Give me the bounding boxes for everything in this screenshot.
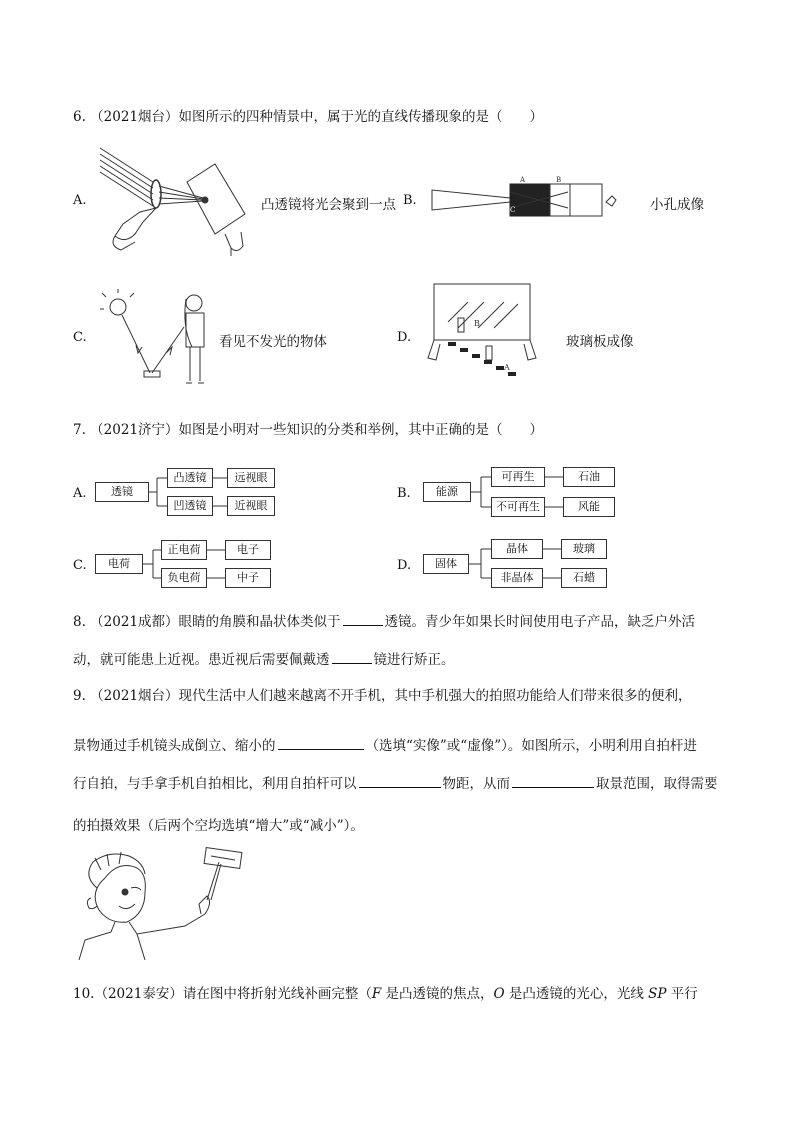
- q9-blank-2[interactable]: [359, 774, 441, 788]
- q10-line-1: [73, 986, 733, 1002]
- q7-a-top-example: 远视眼: [227, 468, 275, 488]
- q8-line-1a: 8. （2021成都）眼睛的角膜和晶状体类似于: [73, 614, 341, 630]
- q7-d-bottom: 非晶体: [491, 568, 543, 588]
- q8-blank-2[interactable]: [332, 650, 372, 664]
- q8-line-2b: 镜进行矫正。: [373, 652, 455, 668]
- q7-b-root: 能源: [423, 482, 471, 502]
- q9-line-2a: 景物通过手机镜头成倒立、缩小的: [73, 738, 276, 754]
- q7-c-bottom: 负电荷: [161, 568, 207, 588]
- q9-line-3c: 取景范围，取得需要: [596, 776, 718, 792]
- q6-figure-b-label-c: C: [510, 206, 516, 214]
- q10-text-a: 10.（2021泰安）请在图中将折射光线补画完整（: [73, 986, 372, 1002]
- q6-option-d-letter: D.: [397, 330, 412, 345]
- q9-line-2: [73, 736, 733, 754]
- q10-text-d: 平行: [666, 986, 698, 1002]
- q10-text-b: 是凸透镜的焦点，: [381, 986, 494, 1002]
- q7-c-bottom-example: 中子: [225, 568, 271, 588]
- q7-a-top: 凸透镜: [167, 468, 213, 488]
- q7-d-root: 固体: [423, 554, 469, 574]
- q6-figure-b-pinhole-camera: [430, 172, 630, 230]
- q7-a-bottom-example: 近视眼: [227, 496, 275, 516]
- q6-figure-a-lens-sunlight: [95, 142, 255, 257]
- q6-figure-d-label-b: B: [474, 319, 480, 328]
- q10-symbol-sp: SP: [648, 986, 667, 1002]
- q8-blank-1[interactable]: [343, 612, 383, 626]
- q6-figure-c-reflection: [100, 287, 216, 392]
- q8-line-1: [73, 612, 733, 630]
- q9-line-3b: 物距，从而: [442, 776, 510, 792]
- q6-stem: 6. （2021烟台）如图所示的四种情景中，属于光的直线传播现象的是（ ）: [73, 109, 544, 125]
- q8-line-1b: 透镜。青少年如果长时间使用电子产品，缺乏户外活: [384, 614, 696, 630]
- q7-option-b-letter: B.: [397, 486, 411, 501]
- q10-symbol-f: F: [371, 986, 382, 1002]
- q7-stem: 7. （2021济宁）如图是小明对一些知识的分类和举例，其中正确的是（ ）: [73, 422, 544, 438]
- q7-a-root: 透镜: [95, 482, 149, 502]
- q10-text-c: 是凸透镜的光心，光线: [504, 986, 649, 1002]
- q7-d-top-example: 玻璃: [561, 539, 607, 559]
- q7-d-top: 晶体: [491, 539, 543, 559]
- q9-line-4: 的拍摄效果（后两个空均选填“增大”或“减小”）。: [73, 818, 364, 834]
- q9-line-1: 9. （2021烟台）现代生活中人们越来越离不开手机，其中手机强大的拍照功能给人们带来很多的便利，: [73, 688, 692, 704]
- q9-blank-3[interactable]: [512, 774, 594, 788]
- q6-figure-d-glass-plate: [428, 282, 536, 380]
- q6-figure-b-label-b: B: [556, 176, 562, 184]
- q7-b-bottom-example: 风能: [563, 497, 615, 517]
- q6-option-c-caption: 看见不发光的物体: [219, 334, 327, 350]
- q7-option-a-letter: A.: [73, 486, 87, 501]
- q9-line-3: [73, 774, 733, 792]
- q8-line-2a: 动，就可能患上近视。患近视后需要佩戴透: [73, 652, 330, 668]
- q7-c-root: 电荷: [95, 554, 143, 574]
- q9-figure-selfie-stick: [75, 848, 265, 960]
- q6-figure-d-label-a: A: [504, 363, 510, 372]
- q7-a-bottom: 凹透镜: [167, 496, 213, 516]
- q9-line-2b: （选填“实像”或“虚像”）。如图所示，小明利用自拍杆进: [365, 738, 697, 754]
- q7-option-c-letter: C.: [73, 558, 87, 573]
- q10-symbol-o: O: [493, 986, 505, 1002]
- q6-option-d-caption: 玻璃板成像: [566, 334, 634, 350]
- q6-option-b-letter: B.: [403, 193, 417, 208]
- q7-b-top-example: 石油: [563, 467, 615, 487]
- q6-option-b-caption: 小孔成像: [650, 197, 704, 213]
- q7-c-top: 正电荷: [161, 540, 207, 560]
- q9-blank-1[interactable]: [278, 736, 364, 750]
- q7-d-bottom-example: 石蜡: [561, 568, 607, 588]
- q8-line-2: [73, 650, 733, 668]
- q7-b-top: 可再生: [491, 467, 545, 487]
- q6-option-c-letter: C.: [73, 330, 87, 345]
- q6-figure-b-label-a: A: [520, 176, 526, 184]
- q6-option-a-letter: A.: [73, 193, 87, 208]
- q7-option-d-letter: D.: [397, 558, 412, 573]
- q7-b-bottom: 不可再生: [491, 497, 545, 517]
- q7-c-top-example: 电子: [225, 540, 271, 560]
- q6-option-a-caption: 凸透镜将光会聚到一点: [261, 197, 396, 213]
- q9-line-3a: 行自拍，与手拿手机自拍相比，利用自拍杆可以: [73, 776, 357, 792]
